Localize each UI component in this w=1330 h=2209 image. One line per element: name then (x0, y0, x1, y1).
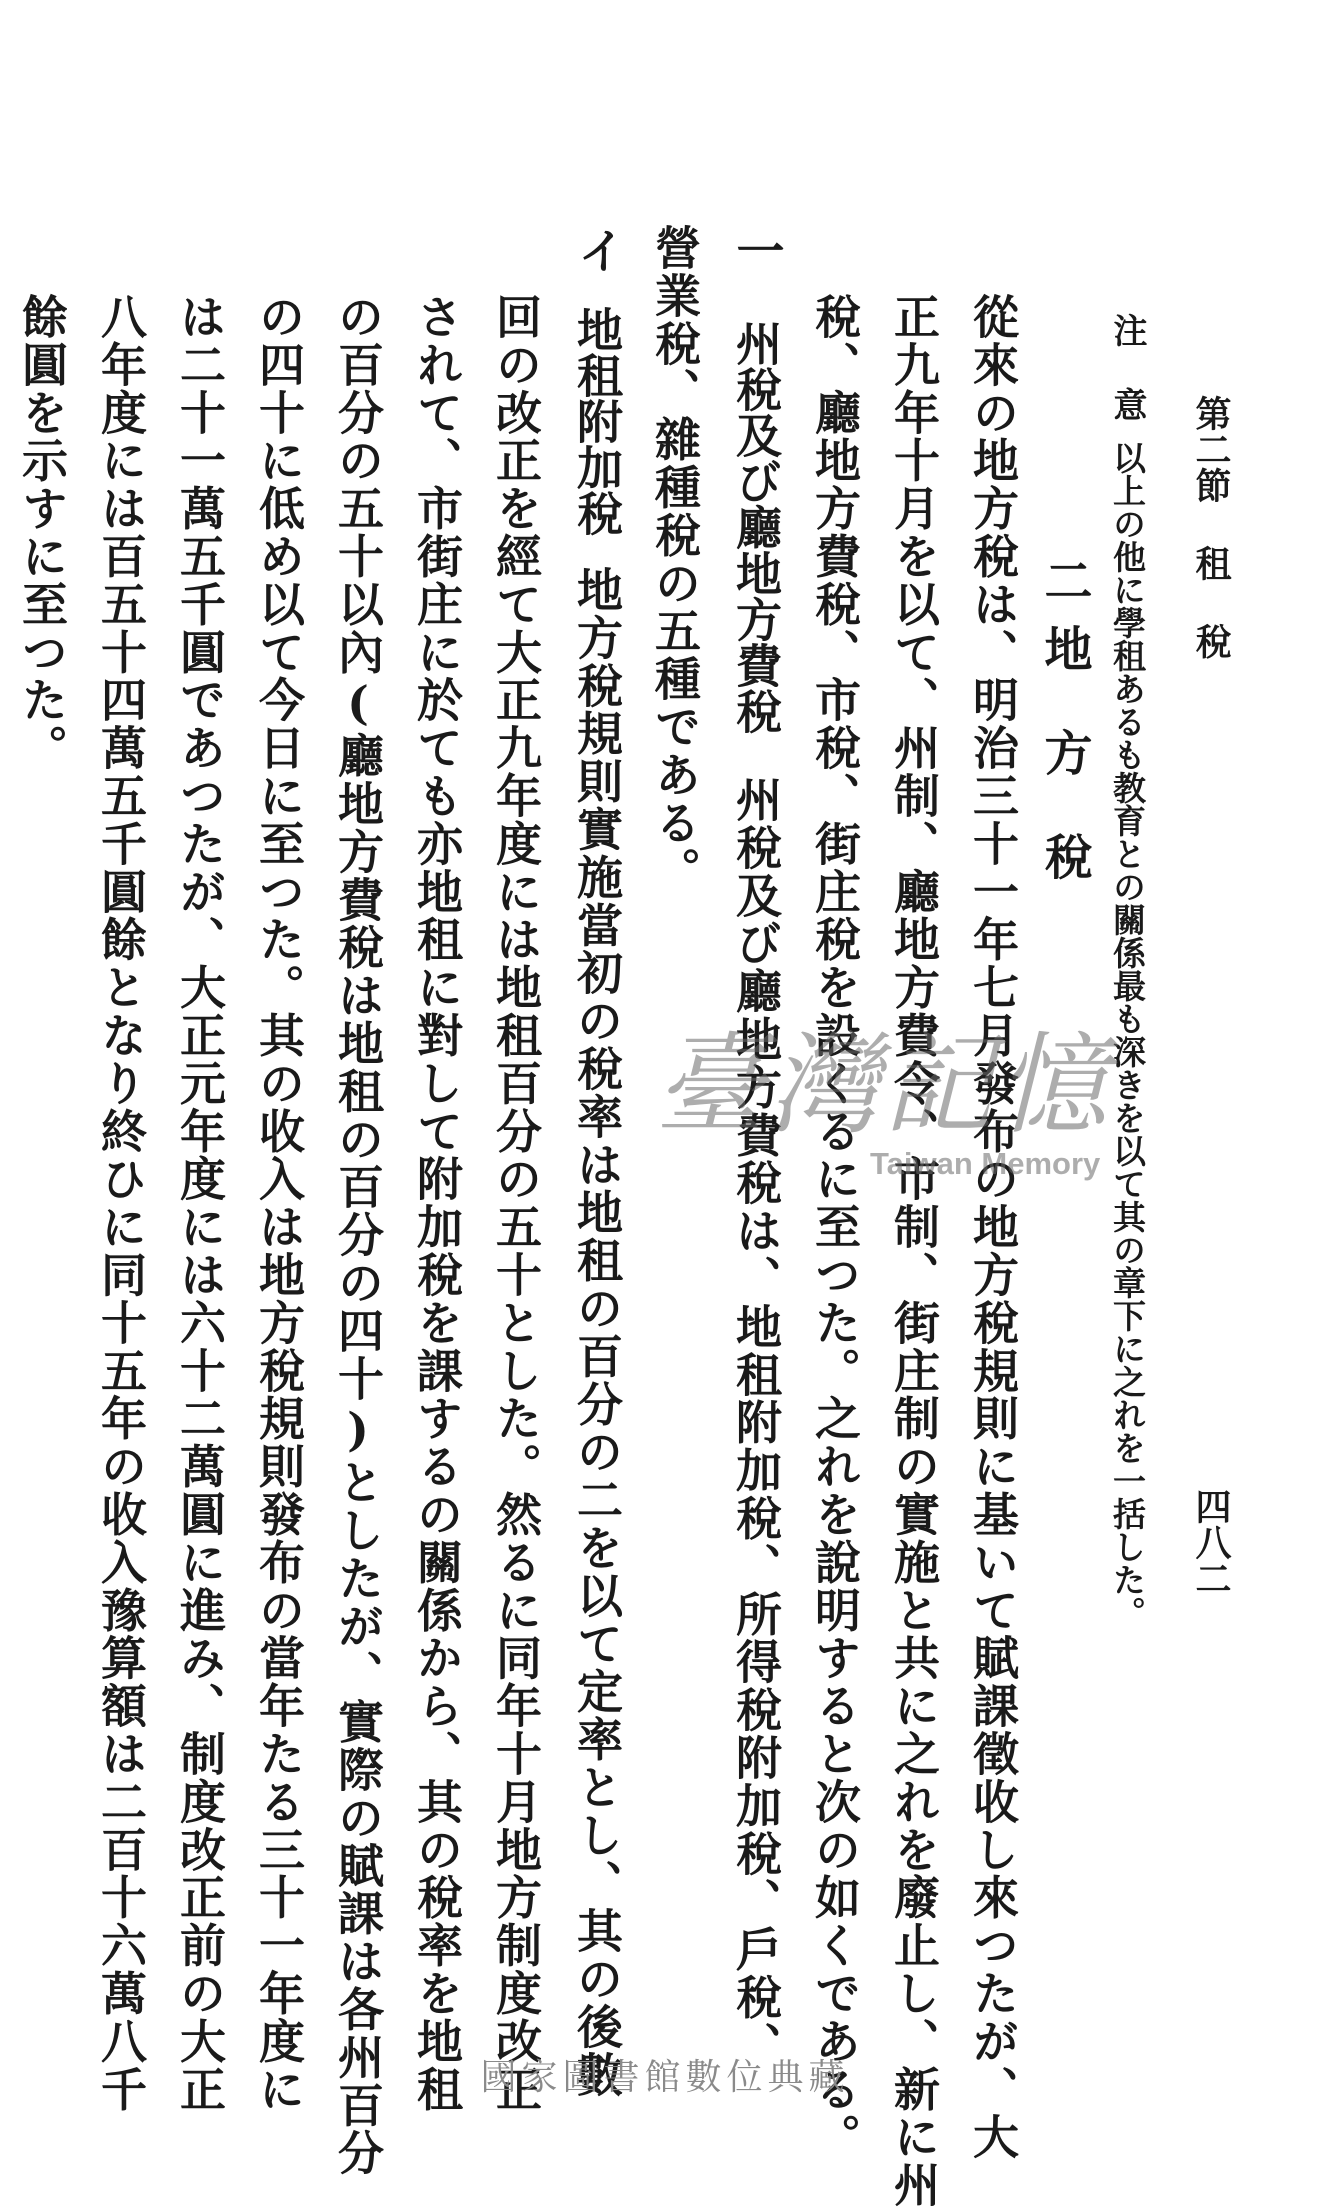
note (1107, 313, 1147, 1629)
section-title: 地 方 稅 (1036, 624, 1092, 880)
item-i-heading: 地租附加稅 (570, 306, 624, 536)
intro-line-1: 從來の地方稅は、明治三十一年七月發布の地方稅規則に基いて賦課徵收し來つたが、大 (966, 293, 1020, 2162)
item-i-line-7: 八年度には百五十四萬五千圓餘となり終ひに同十五年の收入豫算額は二百十六萬八千 (94, 293, 148, 2114)
item-i-text-1: 地方稅規則實施當初の稅率は地租の百分の二を以て定率とし、其の後數 (570, 566, 624, 2099)
running-head: 第二節 租 稅 (1190, 395, 1232, 659)
subsection-one-heading: 州稅及び廳地方費稅 (729, 320, 783, 734)
item-i-line-6: は二十一萬五千圓であつたが、大正元年度には六十二萬圓に進み、制度改正前の大正 (173, 293, 227, 2114)
note-label: 注 意 (1107, 313, 1147, 421)
item-i-line-2: 回の改正を經て大正九年度には地租百分の五十とした。然るに同年十月地方制度改正 (489, 293, 543, 2114)
intro-line-2: 正九年十月を以て、州制、廳地方費令、市制、街庄制の實施と共に之れを廢止し、新に州 (887, 293, 941, 2209)
item-i-line-1 (569, 226, 625, 2099)
item-i-line-3: されて、市街庄に於ても亦地租に對して附加稅を課するの關係から、其の稅率を地租 (410, 293, 464, 2114)
subsection-one-line-2: 營業稅、雜種稅の五種である。 (648, 224, 702, 895)
intro-line-3: 稅、廳地方費稅、市稅、街庄稅を設くるに至つた。之れを說明すると次の如くである。 (808, 293, 862, 2162)
item-i-line-5: の四十に低め以て今日に至つた。其の收入は地方稅規則發布の當年たる三十一年度に (252, 293, 306, 2114)
note-text: 以上の他に學租あるも教育との關係最も深きを以て其の章下に之れを一括した。 (1108, 441, 1147, 1629)
subsection-one-marker: 一 (728, 226, 784, 274)
section-number: 二 (1036, 556, 1092, 604)
page-number: 四八二 (1190, 1488, 1232, 1596)
subsection-one-text-1: 州稅及び廳地方費稅は、地租附加稅、所得稅附加稅、戶稅、 (729, 776, 783, 2070)
watermark-main-text: 臺灣記憶 (655, 1021, 1111, 1149)
item-i-marker: イ (569, 226, 625, 274)
watermark-sub-text: Taiwan Memory (870, 1146, 1101, 1181)
item-i-line-4: の百分の五十以內(廳地方費稅は地租の百分の四十)としたが、實際の賦課は各州百分 (331, 293, 385, 2178)
section-heading (1036, 556, 1092, 880)
item-i-line-8: 餘圓を示すに至つた。 (15, 293, 69, 772)
library-footer: 國家圖書館數位典藏 (480, 2057, 850, 2098)
subsection-one-line-1 (728, 226, 784, 2070)
